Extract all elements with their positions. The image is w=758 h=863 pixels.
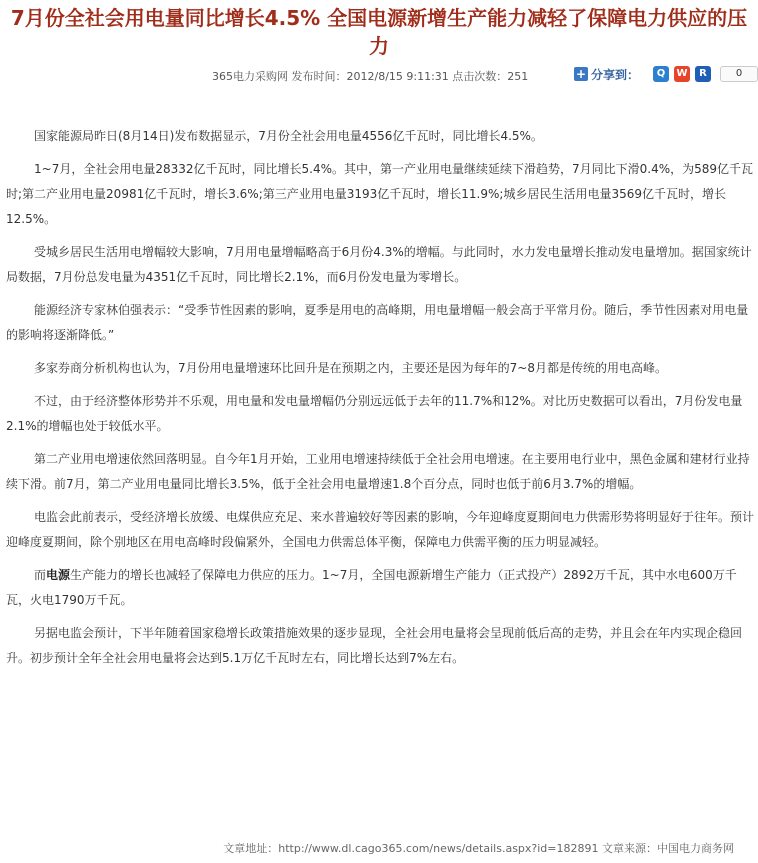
- article-title: 7月份全社会用电量同比增长4.5% 全国电源新增生产能力减轻了保障电力供应的压力: [10, 6, 748, 58]
- paragraph: 电监会此前表示，受经济增长放缓、电煤供应充足、来水普遍较好等因素的影响，今年迎峰度夏期间电力供需形势将明显好于往年。预计迎峰度夏期间，除个别地区在用电高峰时段偏紧外，全国电力供需总体平衡，保障电力供需平衡的压力明显减轻。: [6, 510, 755, 549]
- paragraph: 国家能源局昨日(8月14日)发布数据显示，7月份全社会用电量4556亿千瓦时，同比增长4.5%。: [34, 129, 543, 143]
- article-meta-row: [0, 62, 758, 88]
- article-body: [6, 124, 754, 679]
- paragraph-power-source: [6, 563, 754, 613]
- paragraph: 能源经济专家林伯强表示：“受季节性因素的影响，夏季是用电的高峰期，用电量增幅一般会高于平常月份。随后，季节性因素对用电量的影响将逐渐降低。”: [6, 303, 749, 342]
- article-meta: 365电力采购网 发布时间：2012/8/15 9:11:31 点击次数：251: [212, 70, 529, 83]
- paragraph: 第二产业用电增速依然回落明显。自今年1月开始，工业用电增速持续低于全社会用电增速。在主要用电行业中，黑色金属和建材行业持续下滑。前7月，第二产业用电量同比增长3.5%，低于全社会用电量增速1.8个百分点，同时也低于前6月3.7%的增幅。: [6, 452, 750, 491]
- share-bar: [574, 64, 758, 84]
- paragraph: 1~7月，全社会用电量28332亿千瓦时，同比增长5.4%。其中，第一产业用电量继续延续下滑趋势，7月同比下滑0.4%，为589亿千瓦时;第二产业用电量20981亿千瓦时，增长3.6%;第三产业用电量3193亿千瓦时，增长11.9%;城乡居民生活用电量3569亿千瓦时，增长12.5%。: [6, 162, 754, 226]
- share-plus-icon[interactable]: +: [575, 67, 587, 81]
- paragraph: 受城乡居民生活用电增幅较大影响，7月用电量增幅略高于6月份4.3%的增幅。与此同时，水力发电量增长推动发电量增加。据国家统计局数据，7月份总发电量为4351亿千瓦时，同比增长2.1%，而6月份发电量为零增长。: [6, 245, 752, 284]
- renren-icon[interactable]: R: [695, 66, 711, 82]
- paragraph-text: 而: [34, 568, 47, 582]
- paragraph: 不过，由于经济整体形势并不乐观，用电量和发电量增幅仍分别远远低于去年的11.7%和12%。对比历史数据可以看出，7月份发电量2.1%的增幅也处于较低水平。: [6, 394, 743, 433]
- qzone-icon[interactable]: Q: [653, 66, 669, 82]
- paragraph: 另据电监会预计，下半年随着国家稳增长政策措施效果的逐步显现，全社会用电量将会呈现前低后高的走势，并且会在年内实现企稳回升。初步预计全年全社会用电量将会达到5.1万亿千瓦时左右，同比增长达到7%左右。: [6, 626, 743, 665]
- paragraph-text: 生产能力的增长也减轻了保障电力供应的压力。1~7月，全国电源新增生产能力（正式投产）2892万千瓦，其中水电600万千瓦，火电1790万千瓦。: [6, 568, 737, 607]
- keyword-link[interactable]: 电源: [46, 568, 71, 582]
- share-count: 0: [720, 66, 758, 82]
- paragraph: 多家券商分析机构也认为，7月份用电量增速环比回升是在预期之内，主要还是因为每年的7~8月都是传统的用电高峰。: [34, 361, 667, 375]
- share-label[interactable]: 分享到：: [591, 67, 640, 82]
- weibo-icon[interactable]: W: [674, 66, 690, 82]
- article-footer: 文章地址：http://www.dl.cago365.com/news/details.aspx?id=182891 文章来源：中国电力商务网: [223, 842, 734, 855]
